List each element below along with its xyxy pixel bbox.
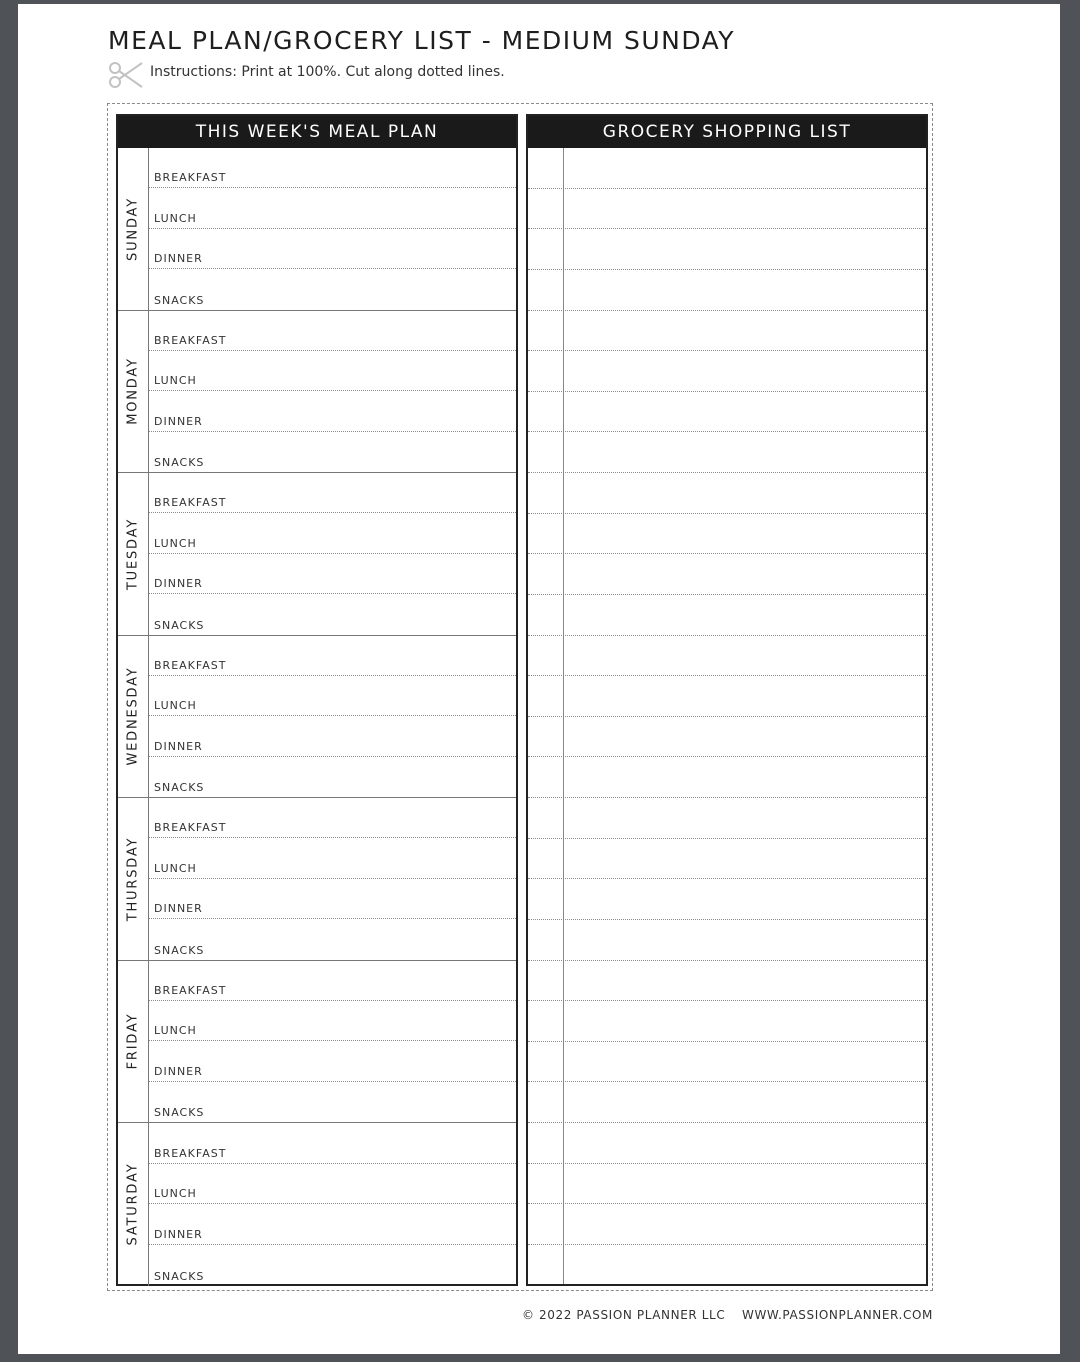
meal-slot-label: LUNCH (154, 1187, 197, 1201)
meal-slot-lunch[interactable] (149, 188, 516, 228)
grocery-list-heading: GROCERY SHOPPING LIST (528, 116, 926, 148)
day-label-column (118, 961, 149, 1123)
meal-slot-lunch[interactable] (149, 1001, 516, 1041)
page-title: MEAL PLAN/GROCERY LIST - MEDIUM SUNDAY (108, 26, 736, 55)
meal-slot-breakfast[interactable] (149, 636, 516, 676)
grocery-item-line[interactable] (528, 1123, 926, 1164)
meal-slots (149, 1123, 516, 1286)
meal-slot-snacks[interactable] (149, 1245, 516, 1286)
checkbox-column-divider (563, 148, 564, 1284)
meal-slot-label: LUNCH (154, 1024, 197, 1038)
meal-slots (149, 473, 516, 635)
meal-slot-dinner[interactable] (149, 554, 516, 594)
meal-slots (149, 148, 516, 310)
meal-slot-label: SNACKS (154, 293, 205, 307)
grocery-item-line[interactable] (528, 270, 926, 311)
day-block-wednesday (118, 636, 516, 799)
meal-plan-heading: THIS WEEK'S MEAL PLAN (118, 116, 516, 148)
meal-slot-breakfast[interactable] (149, 148, 516, 188)
day-label-column (118, 798, 149, 960)
meal-slot-snacks[interactable] (149, 432, 516, 472)
grocery-item-line[interactable] (528, 351, 926, 392)
meal-slot-label: LUNCH (154, 861, 197, 875)
meal-slot-label: DINNER (154, 577, 203, 591)
grocery-item-line[interactable] (528, 595, 926, 636)
scissors-icon (108, 60, 144, 90)
meal-slot-label: DINNER (154, 1064, 203, 1078)
meal-slot-breakfast[interactable] (149, 798, 516, 838)
meal-slot-label: SNACKS (154, 1106, 205, 1119)
meal-plan-panel (116, 114, 518, 1286)
meal-slot-label: LUNCH (154, 536, 197, 550)
meal-slot-label: BREAKFAST (154, 983, 227, 997)
meal-slot-dinner[interactable] (149, 716, 516, 756)
day-label-column (118, 1123, 149, 1286)
grocery-item-line[interactable] (528, 920, 926, 961)
day-label: THURSDAY (125, 836, 141, 922)
meal-slot-label: LUNCH (154, 374, 197, 388)
grocery-item-line[interactable] (528, 961, 926, 1002)
meal-slot-lunch[interactable] (149, 351, 516, 391)
meal-slot-snacks[interactable] (149, 269, 516, 309)
meal-slot-lunch[interactable] (149, 513, 516, 553)
grocery-item-line[interactable] (528, 311, 926, 352)
meal-slot-label: DINNER (154, 414, 203, 428)
meal-slot-snacks[interactable] (149, 919, 516, 959)
website-text: WWW.PASSIONPLANNER.COM (742, 1308, 933, 1322)
grocery-item-line[interactable] (528, 189, 926, 230)
meal-slot-lunch[interactable] (149, 838, 516, 878)
meal-slot-lunch[interactable] (149, 676, 516, 716)
copyright-text: © 2022 PASSION PLANNER LLC (522, 1308, 726, 1322)
meal-slot-label: BREAKFAST (154, 496, 227, 510)
day-label: WEDNESDAY (125, 666, 141, 766)
grocery-item-line[interactable] (528, 1042, 926, 1083)
grocery-item-line[interactable] (528, 392, 926, 433)
day-block-saturday (118, 1123, 516, 1286)
grocery-item-line[interactable] (528, 839, 926, 880)
meal-slot-label: BREAKFAST (154, 658, 227, 672)
day-label: MONDAY (125, 357, 141, 426)
instructions-text: Instructions: Print at 100%. Cut along dotted lines. (150, 64, 505, 80)
meal-slot-label: BREAKFAST (154, 821, 227, 835)
day-block-monday (118, 311, 516, 474)
grocery-item-line[interactable] (528, 717, 926, 758)
meal-slot-snacks[interactable] (149, 594, 516, 634)
meal-slot-breakfast[interactable] (149, 961, 516, 1001)
meal-slot-breakfast[interactable] (149, 473, 516, 513)
grocery-item-line[interactable] (528, 514, 926, 555)
meal-slot-dinner[interactable] (149, 1041, 516, 1081)
grocery-item-line[interactable] (528, 148, 926, 189)
grocery-list-lines (528, 148, 926, 1284)
grocery-item-line[interactable] (528, 636, 926, 677)
meal-slots (149, 311, 516, 473)
meal-slot-snacks[interactable] (149, 757, 516, 797)
day-label-column (118, 148, 149, 310)
grocery-item-line[interactable] (528, 676, 926, 717)
meal-slot-breakfast[interactable] (149, 1123, 516, 1164)
grocery-list-panel (526, 114, 928, 1286)
meal-slot-dinner[interactable] (149, 1204, 516, 1245)
meal-slot-dinner[interactable] (149, 879, 516, 919)
meal-slot-label: DINNER (154, 252, 203, 266)
grocery-item-line[interactable] (528, 432, 926, 473)
meal-slot-snacks[interactable] (149, 1082, 516, 1122)
meal-slot-dinner[interactable] (149, 391, 516, 431)
grocery-item-line[interactable] (528, 473, 926, 514)
grocery-item-line[interactable] (528, 798, 926, 839)
day-label: FRIDAY (125, 1012, 141, 1070)
grocery-item-line[interactable] (528, 879, 926, 920)
meal-slot-breakfast[interactable] (149, 311, 516, 351)
meal-slot-label: SNACKS (154, 456, 205, 469)
grocery-item-line[interactable] (528, 554, 926, 595)
meal-slot-lunch[interactable] (149, 1164, 516, 1205)
grocery-item-line[interactable] (528, 1082, 926, 1123)
meal-plan-days (118, 148, 516, 1286)
grocery-item-line[interactable] (528, 757, 926, 798)
meal-slots (149, 636, 516, 798)
meal-slot-label: DINNER (154, 902, 203, 916)
meal-slot-label: BREAKFAST (154, 171, 227, 185)
meal-slot-label: SNACKS (154, 943, 205, 957)
meal-slot-label: LUNCH (154, 211, 197, 225)
day-block-friday (118, 961, 516, 1124)
meal-slots (149, 798, 516, 960)
meal-slot-label: SNACKS (154, 1269, 205, 1283)
day-label: TUESDAY (125, 517, 141, 590)
meal-slot-label: SNACKS (154, 618, 205, 632)
day-block-thursday (118, 798, 516, 961)
meal-slot-label: DINNER (154, 739, 203, 753)
day-label-column (118, 473, 149, 635)
meal-slots (149, 961, 516, 1123)
meal-slot-label: BREAKFAST (154, 333, 227, 347)
meal-slot-dinner[interactable] (149, 229, 516, 269)
day-label-column (118, 311, 149, 473)
grocery-item-line[interactable] (528, 229, 926, 270)
grocery-item-line[interactable] (528, 1001, 926, 1042)
day-block-sunday (118, 148, 516, 311)
day-label: SUNDAY (125, 196, 141, 261)
meal-slot-label: SNACKS (154, 781, 205, 794)
grocery-item-line[interactable] (528, 1204, 926, 1245)
meal-slot-label: BREAKFAST (154, 1146, 227, 1160)
day-block-tuesday (118, 473, 516, 636)
meal-slot-label: LUNCH (154, 699, 197, 713)
grocery-item-line[interactable] (528, 1164, 926, 1205)
grocery-item-line[interactable] (528, 1245, 926, 1286)
day-label-column (118, 636, 149, 798)
meal-slot-label: DINNER (154, 1227, 203, 1241)
day-label: SATURDAY (125, 1162, 141, 1246)
